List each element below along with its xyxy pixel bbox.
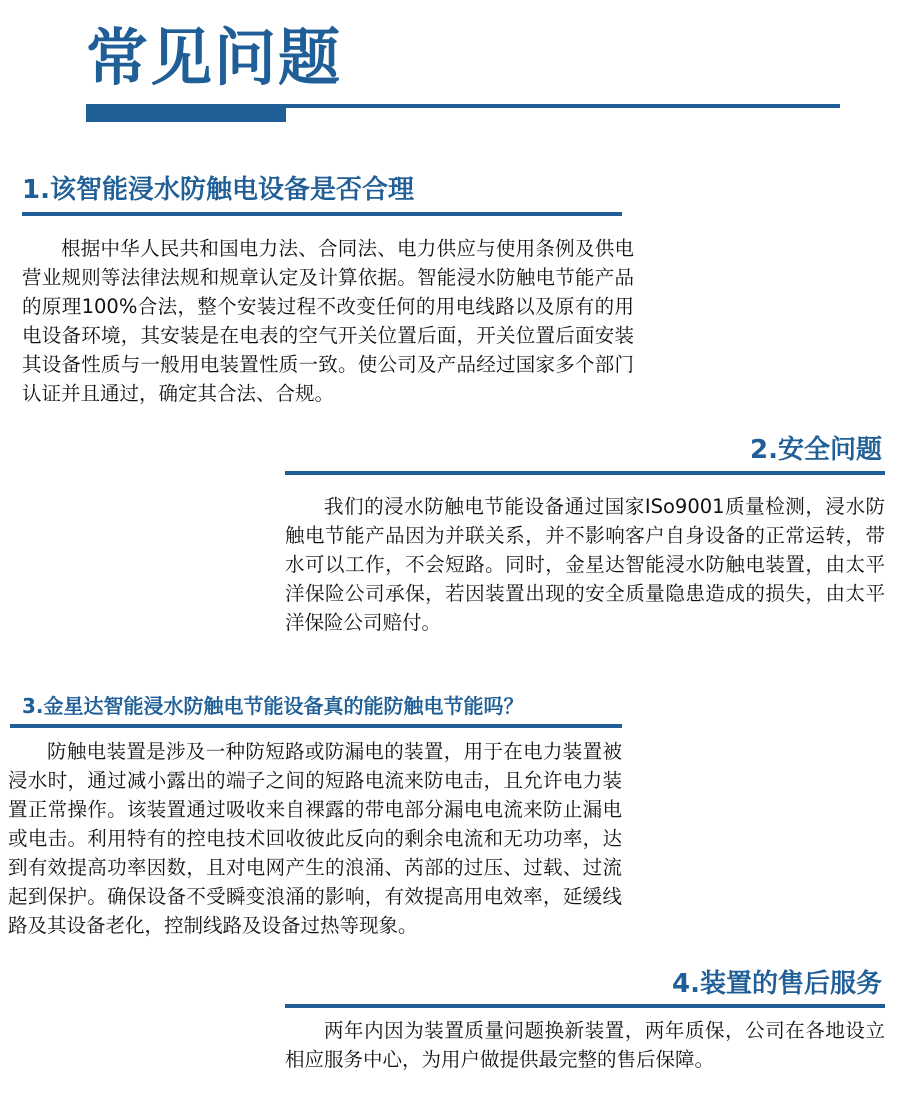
section-3-title: 3.金星达智能浸水防触电节能设备真的能防触电节能吗？ bbox=[22, 694, 524, 718]
section-2-title: 2.安全问题 bbox=[750, 435, 882, 465]
section-1-rule bbox=[22, 212, 622, 216]
section-4-title: 4.装置的售后服务 bbox=[672, 969, 882, 999]
section-4-rule bbox=[285, 1004, 885, 1008]
page-title: 常见问题 bbox=[86, 21, 343, 94]
section-1-body: 根据中华人民共和国电力法、合同法、电力供应与使用条例及供电营业规则等法律法规和规章认定及计算依据。智能浸水防触电节能产品的原理100%合法，整个安装过程不改变任何的用电线路以及原有的用电设备环境，其安装是在电表的空气开关位置后面，开关位置后面安装其设备性质与一般用电装置性质一致。使公司及产品经过国家多个部门认证并且通过，确定其合法、合规。 bbox=[22, 237, 634, 405]
section-3-rule bbox=[10, 724, 622, 728]
section-2-body: 我们的浸水防触电节能设备通过国家ISo9001质量检测，浸水防触电节能产品因为并联关系，并不影响客户自身设备的正常运转，带水可以工作，不会短路。同时，金星达智能浸水防触电装置，由太平洋保险公司承保，若因装置出现的安全质量隐患造成的损失，由太平洋保险公司赔付。 bbox=[285, 495, 885, 634]
title-underline-accent bbox=[86, 108, 286, 122]
section-4-body: 两年内因为装置质量问题换新装置，两年质保，公司在各地设立相应服务中心，为用户做提供最完整的售后保障。 bbox=[285, 1019, 885, 1071]
section-1-title: 1.该智能浸水防触电设备是否合理 bbox=[22, 175, 414, 205]
section-3-body: 防触电装置是涉及一种防短路或防漏电的装置，用于在电力装置被浸水时，通过减小露出的端子之间的短路电流来防电击，且允许电力装置正常操作。该装置通过吸收来自裸露的带电部分漏电电流来防止漏电或电击。利用特有的控电技术回收彼此反向的剩余电流和无功功率，达到有效提高功率因数，且对电网产生的浪涌、芮部的过压、过载、过流起到保护。确保设备不受瞬变浪涌的影响，有效提高用电效率，延缓线路及其设备老化，控制线路及设备过热等现象。 bbox=[8, 740, 622, 937]
section-2-rule bbox=[285, 471, 885, 475]
